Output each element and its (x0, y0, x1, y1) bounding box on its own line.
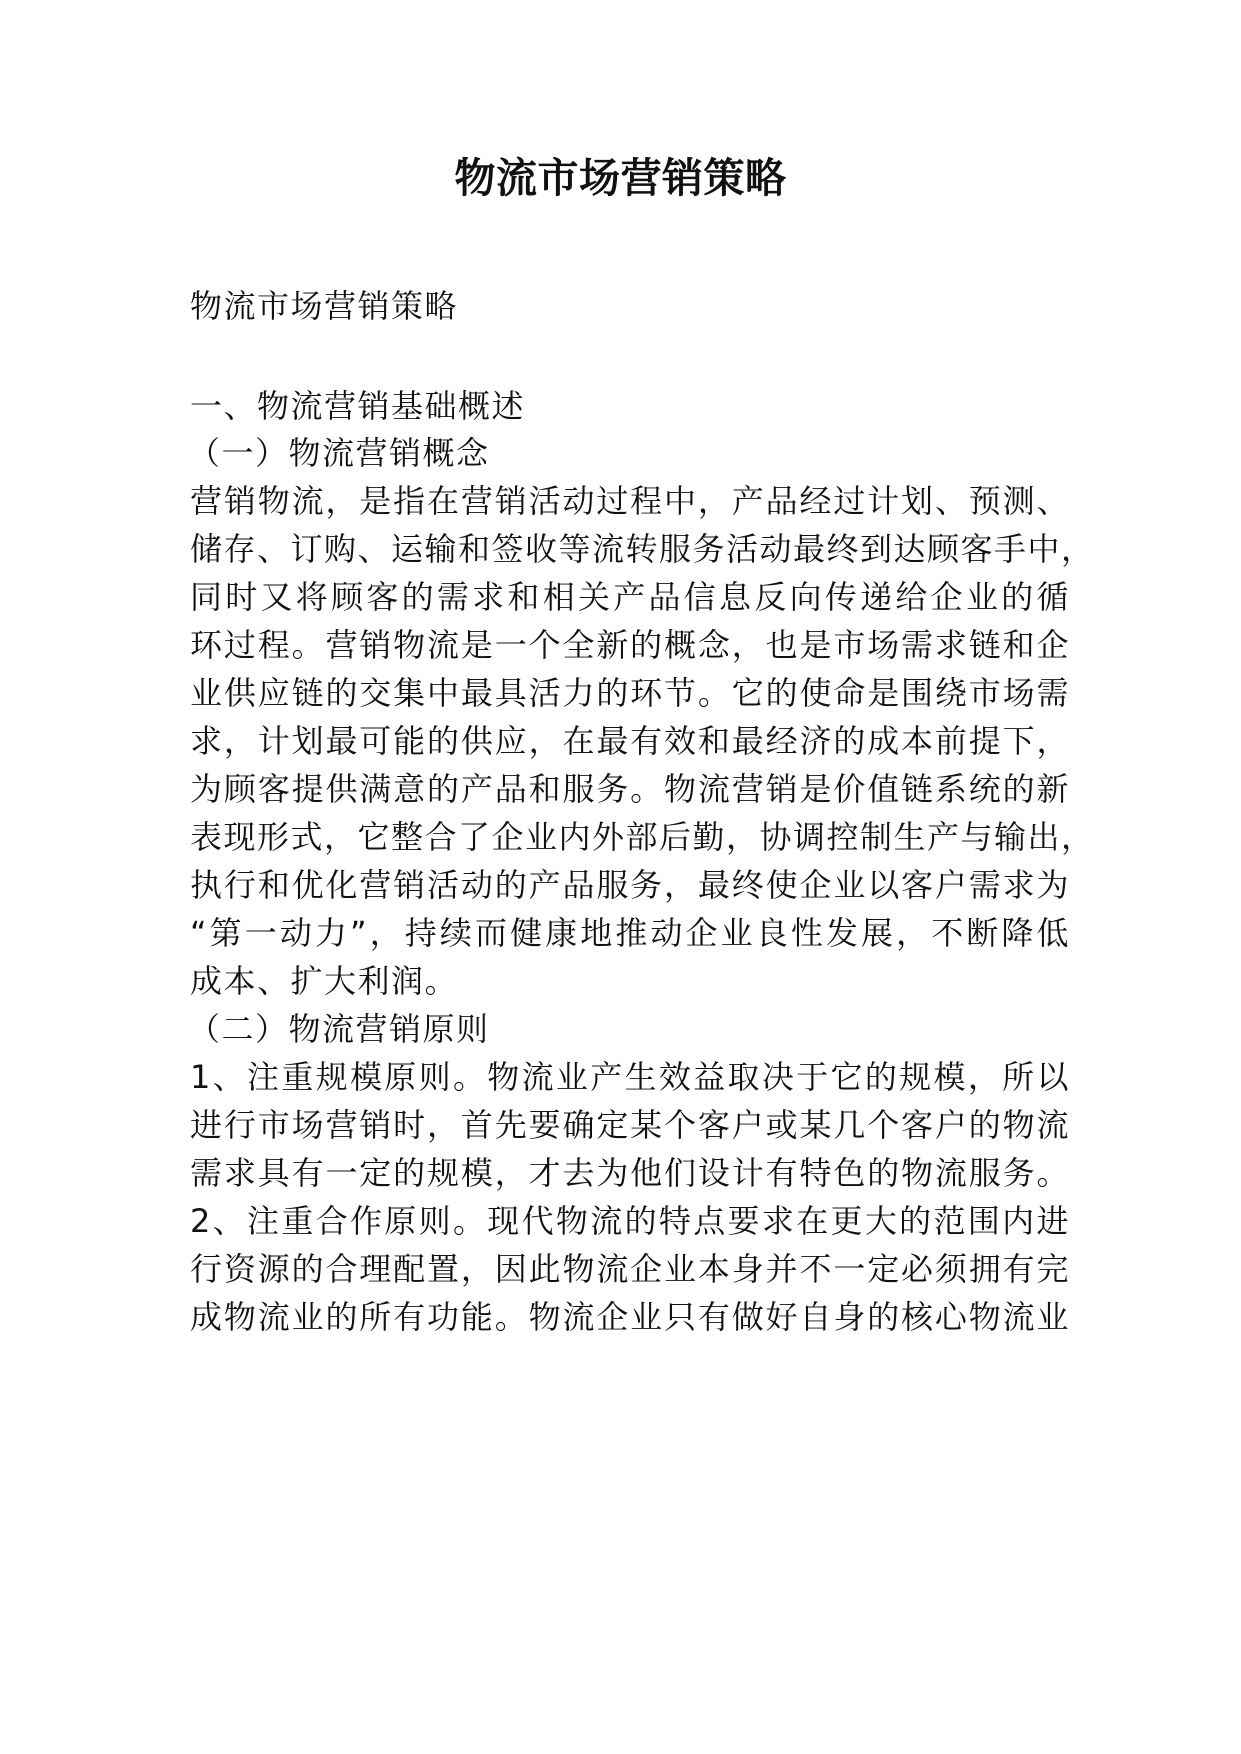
paragraph-line: 2、注重合作原则。现代物流的特点要求在更大的范围内进 (190, 1202, 1070, 1240)
paragraph-line: 同时又将顾客的需求和相关产品信息反向传递给企业的循 (190, 578, 1070, 616)
paragraph-line: “第一动力”，持续而健康地推动企业良性发展，不断降低 (190, 914, 1070, 952)
paragraph-line: 进行市场营销时，首先要确定某个客户或某几个客户的物流 (190, 1106, 1070, 1144)
document-title: 物流市场营销策略 (454, 154, 787, 202)
paragraph-line: 1、注重规模原则。物流业产生效益取决于它的规模，所以 (190, 1058, 1070, 1096)
paragraph-line: 环过程。营销物流是一个全新的概念，也是市场需求链和企 (190, 626, 1070, 664)
paragraph-line: 执行和优化营销活动的产品服务，最终使企业以客户需求为 (190, 866, 1070, 904)
subsection-heading: （二）物流营销原则 (188, 1010, 490, 1048)
section-heading: 一、物流营销基础概述 (190, 387, 526, 425)
paragraph-line: 业供应链的交集中最具活力的环节。它的使命是围绕市场需 (190, 674, 1070, 712)
paragraph-line: 成本、扩大利润。 (190, 962, 459, 1000)
paragraph-line: 成物流业的所有功能。物流企业只有做好自身的核心物流业 (190, 1298, 1070, 1336)
paragraph-line: 求，计划最可能的供应，在最有效和最经济的成本前提下， (190, 722, 1070, 760)
paragraph-line: 表现形式，它整合了企业内外部后勤，协调控制生产与输出， (190, 818, 1095, 856)
subsection-heading: （一）物流营销概念 (188, 434, 490, 472)
paragraph-line: 储存、订购、运输和签收等流转服务活动最终到达顾客手中， (190, 530, 1095, 568)
paragraph-line: 行资源的合理配置，因此物流企业本身并不一定必须拥有完 (190, 1250, 1070, 1288)
paragraph-line: 需求具有一定的规模，才去为他们设计有特色的物流服务。 (190, 1154, 1070, 1192)
paragraph-line: 为顾客提供满意的产品和服务。物流营销是价值链系统的新 (190, 770, 1070, 808)
document-subtitle: 物流市场营销策略 (190, 287, 459, 325)
paragraph-line: 营销物流，是指在营销活动过程中，产品经过计划、预测、 (190, 482, 1070, 520)
